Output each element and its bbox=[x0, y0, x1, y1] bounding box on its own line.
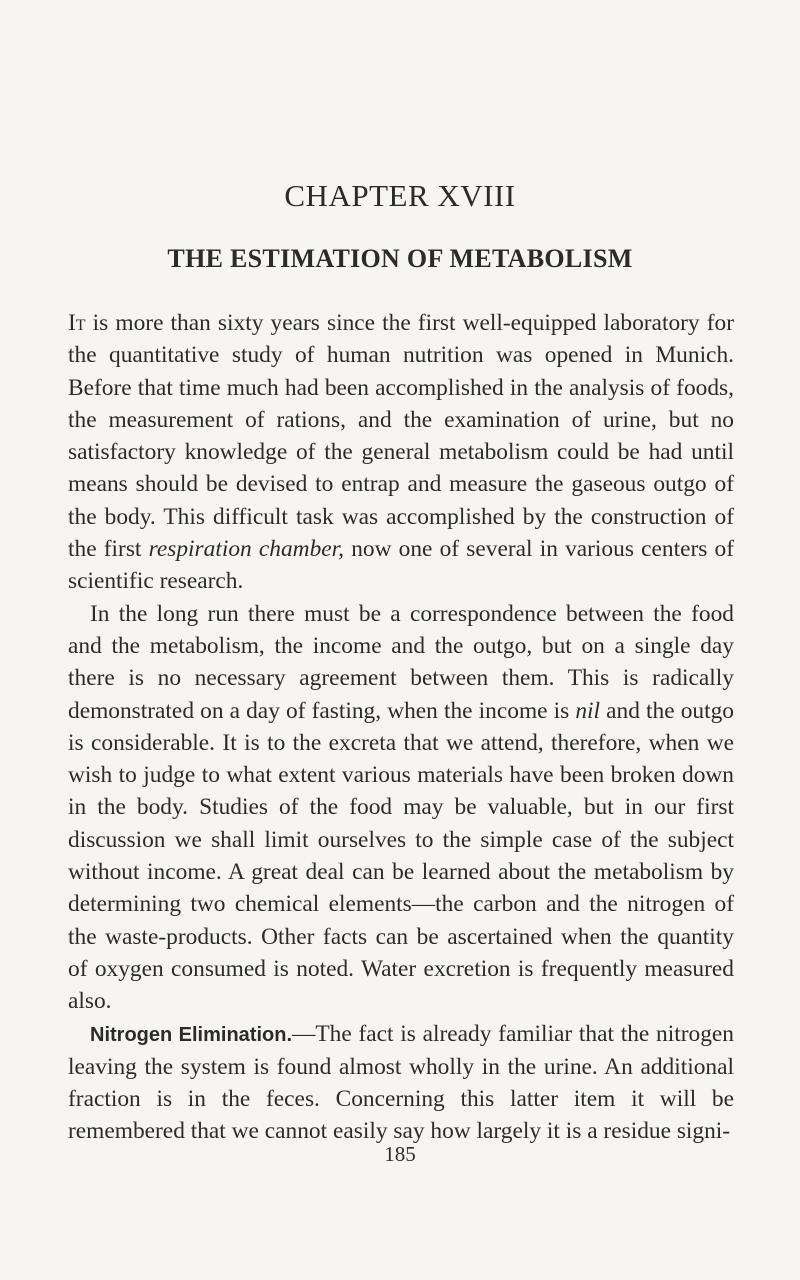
chapter-subtitle: THE ESTIMATION OF METABOLISM bbox=[167, 244, 633, 273]
paragraph-1-text-a: is more than sixty years since the first well-equipped laboratory for the quantitative study of human nutrition was opened in Munich. Before that time much had been accomplished in the analysis of foods, the measurement of rations, and the examination of urine, but no satisfactory knowledge of the general metabolism could be had until means should be devised to entrap and measure the gaseous outgo of the body. This difficult task was accomplished by the construction of the first bbox=[68, 310, 734, 563]
paragraph-3 bbox=[68, 1018, 734, 1148]
run-in-heading: Nitrogen Elimination. bbox=[90, 1023, 292, 1046]
paragraph-3-text: —The fact is already familiar that the nitrogen leaving the system is found almost wholly in the urine. An additional fraction is in the feces. Concerning this latter item it will be remembered that we cannot easily say how largely it is a residue signi- bbox=[68, 1020, 734, 1145]
paragraph-2-text-a: In the long run there must be a correspondence between the food and the metabolism, the income and the outgo, but on a single day there is no necessary agreement between them. This is radically demonstrated on a day of fasting, when the income is bbox=[68, 600, 734, 724]
paragraph-1-text-b: now one of several in various centers of scientific research. bbox=[68, 536, 735, 595]
body-text bbox=[68, 307, 734, 1148]
paragraph-2-text-b: and the outgo is considerable. It is to the excreta that we attend, therefore, when we wish to judge to what extent various materials have been broken down in the body. Studies of the food may be valuable, but in our first discussion we shall limit ourselves to the simple case of the subject without income. A great deal can be learned about the metabolism by determining two chemical elements—the carbon and the nitrogen of the waste-products. Other facts can be ascertained when the quantity of oxygen consumed is noted. Water excretion is frequently measured also. bbox=[68, 697, 735, 1015]
paragraph-2-italic: nil bbox=[575, 697, 601, 724]
chapter-title: CHAPTER XVIII bbox=[284, 178, 516, 213]
paragraph-1 bbox=[68, 307, 734, 598]
paragraph-2 bbox=[68, 598, 734, 1018]
paragraph-1-italic: respiration chamber, bbox=[148, 536, 345, 563]
paragraph-lead-word: It bbox=[68, 310, 86, 336]
page-number: 185 bbox=[384, 1142, 416, 1166]
